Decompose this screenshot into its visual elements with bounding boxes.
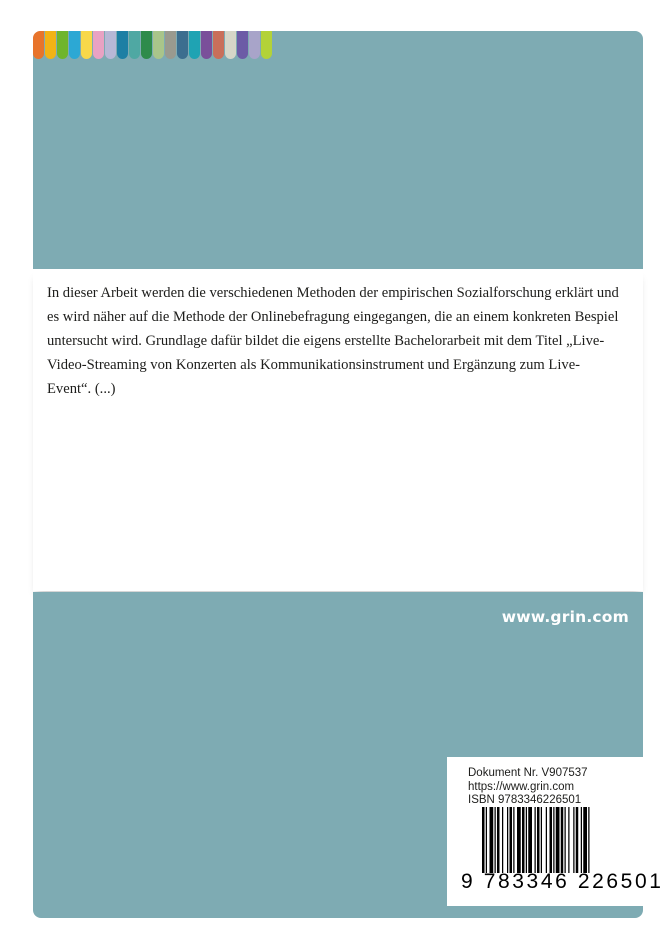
document-number: Dokument Nr. V907537 bbox=[468, 767, 588, 779]
color-stripe bbox=[117, 31, 128, 59]
color-stripe bbox=[165, 31, 176, 59]
isbn-digits: 9 783346 226501 bbox=[461, 870, 664, 893]
document-url: https://www.grin.com bbox=[468, 780, 575, 793]
barcode-icon bbox=[482, 807, 632, 873]
color-stripe bbox=[225, 31, 236, 59]
color-stripe bbox=[81, 31, 92, 59]
isbn-label: ISBN 9783346226501 bbox=[468, 794, 582, 806]
barcode-meta bbox=[468, 767, 588, 808]
color-stripe bbox=[213, 31, 224, 59]
cover-top-panel bbox=[33, 31, 643, 269]
color-stripe bbox=[177, 31, 188, 59]
color-stripe bbox=[189, 31, 200, 59]
description-text: In dieser Arbeit werden die verschiedenen Methoden der empirischen Sozialforschung erklärt und es wird näher auf die Methode der Onlinebefragung eingegangen, die an einem konkreten Bespiel untersucht wird. Grundlage dafür bildet die eigens erstellte Bachelorarbeit mit dem Titel „Live-Video-Streaming von Konzerten als Kommunikationsinstrument und Ergänzung zum Live-Event“. (...) bbox=[47, 285, 619, 397]
color-stripe bbox=[141, 31, 152, 59]
color-stripe bbox=[45, 31, 56, 59]
color-stripe bbox=[153, 31, 164, 59]
color-stripe bbox=[69, 31, 80, 59]
color-stripe bbox=[33, 31, 44, 59]
color-stripe bbox=[105, 31, 116, 59]
color-stripe bbox=[249, 31, 260, 59]
color-stripe bbox=[261, 31, 272, 59]
barcode-box bbox=[447, 757, 664, 906]
color-stripe bbox=[237, 31, 248, 59]
publisher-website: www.grin.com bbox=[501, 608, 629, 626]
color-stripe bbox=[57, 31, 68, 59]
color-stripes bbox=[33, 31, 273, 59]
color-stripe bbox=[129, 31, 140, 59]
color-stripe bbox=[93, 31, 104, 59]
description-area bbox=[33, 269, 643, 591]
color-stripe bbox=[201, 31, 212, 59]
